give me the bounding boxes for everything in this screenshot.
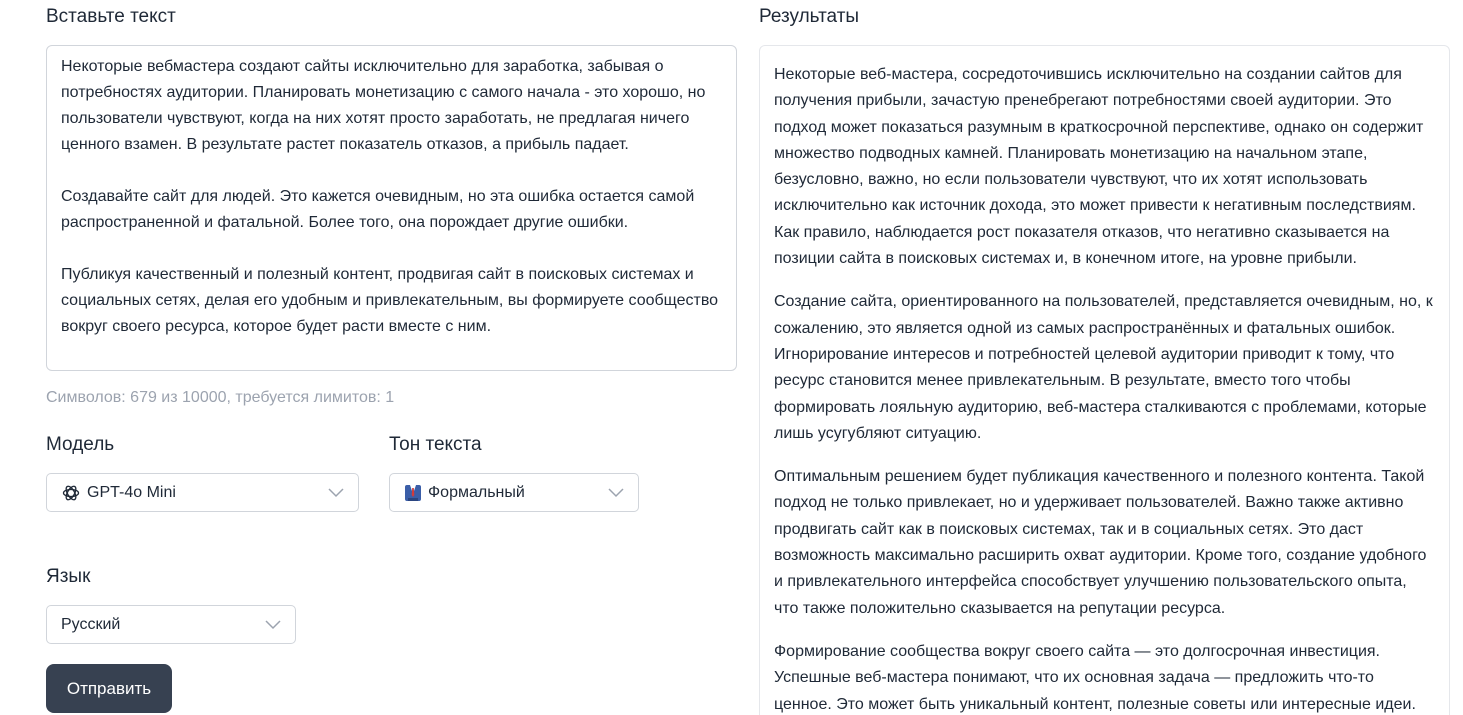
- model-select[interactable]: [46, 473, 359, 512]
- suit-icon: [404, 484, 422, 502]
- language-select[interactable]: [46, 605, 296, 644]
- input-paragraph-1: Некоторые вебмастера создают сайты исключительно для заработка, забывая о потребностях аудитории. Планировать монетизацию с самого начала - это хорошо, но пользователи чувствуют, когда на них хотят просто заработать, не предлагая ничего ценного взамен. В результате растет показатель отказов, а прибыль падает.: [61, 58, 706, 153]
- input-label: Вставьте текст: [46, 6, 176, 27]
- openai-icon: [61, 483, 81, 503]
- input-paragraph-2: Создавайте сайт для людей. Это кажется очевидным, но эта ошибка остается самой распространенной и фатальной. Более того, она порождает другие ошибки.: [61, 188, 695, 231]
- results-label: Результаты: [759, 6, 860, 27]
- chevron-down-icon: [328, 488, 344, 498]
- tone-select[interactable]: [389, 473, 639, 512]
- language-label: Язык: [46, 566, 91, 587]
- result-paragraph-1: Некоторые веб-мастера, сосредоточившись исключительно на создании сайтов для получения прибыли, зачастую пренебрегают потребностями своей аудитории. Это подход может показаться разумным в краткосрочной перспективе, однако он содержит множество подводных камней. Планировать монетизацию на начальном этапе, безусловно, важно, но если пользователи чувствуют, что их хотят использовать исключительно как источник дохода, это может привести к негативным последствиям. Как правило, наблюдается рост показателя отказов, что негативно сказывается на позиции сайта в поисковых системах и, в конечном итоге, на уровне прибыли.: [774, 66, 1424, 268]
- chevron-down-icon: [265, 620, 281, 630]
- result-paragraph-2: Создание сайта, ориентированного на пользователей, представляется очевидным, но, к сожалению, это является одной из самых распространённых и фатальных ошибок. Игнорирование интересов и потребностей целевой аудитории приводит к тому, что ресурс становится менее привлекательным. В результате, вместо того чтобы формировать лояльную аудиторию, веб-мастера сталкиваются с проблемами, которые лишь усугубляют ситуацию.: [774, 293, 1433, 442]
- language-selected-value: Русский: [61, 615, 121, 633]
- results-panel: [759, 45, 1450, 715]
- tone-selected-value: Формальный: [428, 483, 525, 501]
- model-label: Модель: [46, 434, 115, 455]
- result-paragraph-3: Оптимальным решением будет публикация качественного и полезного контента. Такой подход не только привлекает, но и удерживает пользователей. Важно также активно продвигать сайт как в поисковых системах, так и в социальных сетях. Это даст возможность максимально расширить охват аудитории. Кроме того, создание удобного и привлекательного интерфейса способствует улучшению пользовательского опыта, что также положительно сказывается на репутации ресурса.: [774, 468, 1427, 617]
- character-counter: Символов: 679 из 10000, требуется лимитов: 1: [46, 389, 395, 406]
- chevron-down-icon: [608, 488, 624, 498]
- text-input[interactable]: [46, 45, 737, 371]
- result-paragraph-4: Формирование сообщества вокруг своего сайта — это долгосрочная инвестиция. Успешные веб-мастера понимают, что их основная задача — предложить что-то ценное. Это может быть уникальный контент, полезные советы или интересные идеи.: [774, 642, 1416, 713]
- tone-label: Тон текста: [389, 434, 482, 455]
- input-paragraph-3: Публикуя качественный и полезный контент, продвигая сайт в поисковых системах и социальных сетях, делая его удобным и привлекательным, вы формируете сообщество вокруг своего ресурса, которое будет расти вместе с ним.: [61, 266, 719, 335]
- model-selected-value: GPT-4o Mini: [87, 483, 176, 501]
- submit-button[interactable]: Отправить: [46, 664, 172, 713]
